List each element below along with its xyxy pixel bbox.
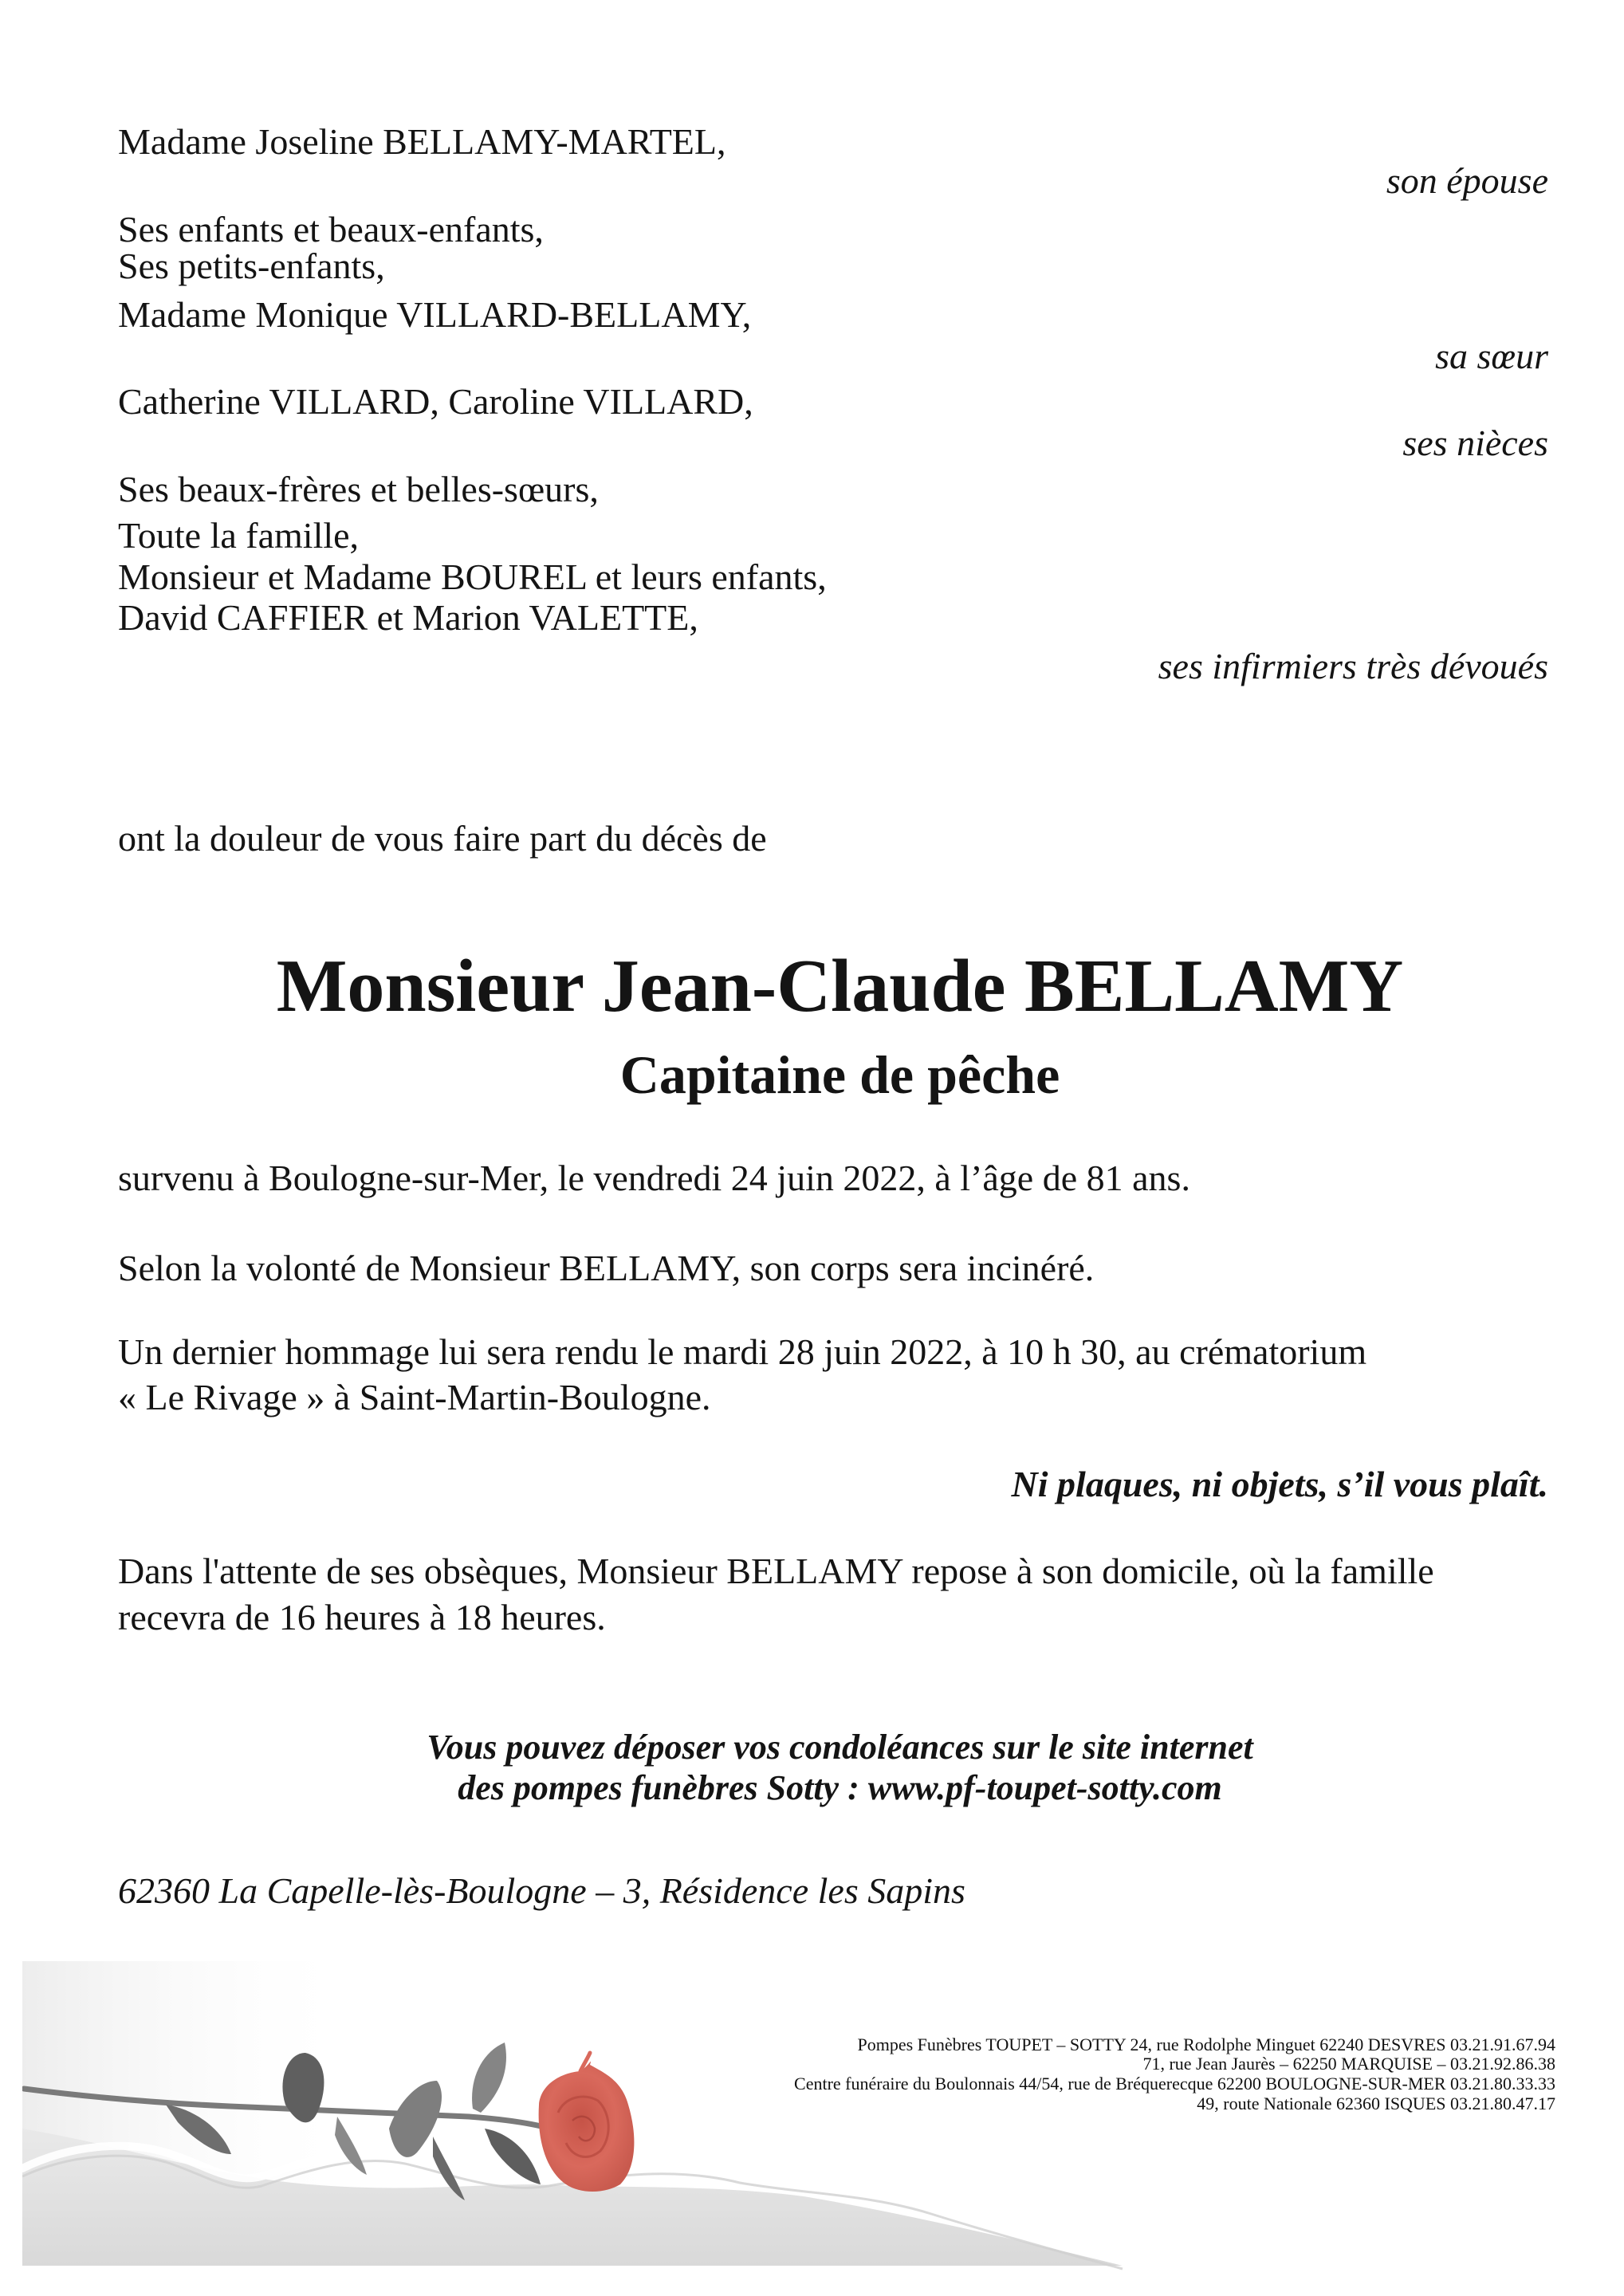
relation-nieces: ses nièces [1402,423,1548,463]
family-line-bourel: Monsieur et Madame BOUREL et leurs enfants, [118,556,827,597]
deceased-profession: Capitaine de pêche [619,1044,1060,1105]
tribute-line-2: « Le Rivage » à Saint-Martin-Boulogne. [118,1377,711,1417]
relation-nurses: ses infirmiers très dévoués [1158,646,1548,686]
funeral-home-isques: 49, route Nationale 62360 ISQUES 03.21.80.47.17 [1197,2094,1555,2113]
family-line-nieces-names: Catherine VILLARD, Caroline VILLARD, [118,381,753,422]
deceased-name: Monsieur Jean-Claude BELLAMY [276,945,1404,1028]
death-details: survenu à Boulogne-sur-Mer, le vendredi 24 juin 2022, à l’âge de 81 ans. [118,1158,1190,1198]
visitation-line-2: recevra de 16 heures à 18 heures. [118,1597,606,1637]
family-line-in-laws: Ses beaux-frères et belles-sœurs, [118,469,599,509]
relation-sister: sa sœur [1435,336,1548,376]
no-flowers-request: Ni plaques, ni objets, s’il vous plaît. [1011,1464,1548,1504]
family-line-sister-name: Madame Monique VILLARD-BELLAMY, [118,294,752,335]
funeral-home-marquise: 71, rue Jean Jaurès – 62250 MARQUISE – 03.21.92.86.38 [1142,2054,1555,2074]
condolences-line-1: Vous pouvez déposer vos condoléances sur le site internet [427,1728,1253,1767]
family-line-children: Ses enfants et beaux-enfants, [118,209,544,250]
family-line-spouse-name: Madame Joseline BELLAMY-MARTEL, [118,121,726,162]
family-line-grandchildren: Ses petits-enfants, [118,246,385,286]
family-address: 62360 La Capelle-lès-Boulogne – 3, Résidence les Sapins [118,1870,965,1911]
visitation-line-1: Dans l'attente de ses obsèques, Monsieur BELLAMY repose à son domicile, où la famille [118,1551,1434,1591]
tribute-line-1: Un dernier hommage lui sera rendu le mardi 28 juin 2022, à 10 h 30, au crématorium [118,1331,1367,1372]
condolences-website-line[interactable]: des pompes funèbres Sotty : www.pf-toupet-sotty.com [458,1768,1222,1807]
funeral-home-boulogne: Centre funéraire du Boulonnais 44/54, rue de Bréquerecque 62200 BOULOGNE-SUR-MER 03.21.80.33.33 [794,2074,1555,2094]
rose-on-sand-image [22,1945,1154,2272]
family-line-whole-family: Toute la famille, [118,515,360,556]
funeral-home-desvres: Pompes Funèbres TOUPET – SOTTY 24, rue Rodolphe Minguet 62240 DESVRES 03.21.91.67.94 [857,2035,1555,2054]
family-line-nurses-names: David CAFFIER et Marion VALETTE, [118,597,698,638]
announcement-text: ont la douleur de vous faire part du décès de [118,818,767,859]
relation-spouse: son épouse [1386,160,1548,201]
cremation-notice: Selon la volonté de Monsieur BELLAMY, son corps sera incinéré. [118,1248,1095,1288]
